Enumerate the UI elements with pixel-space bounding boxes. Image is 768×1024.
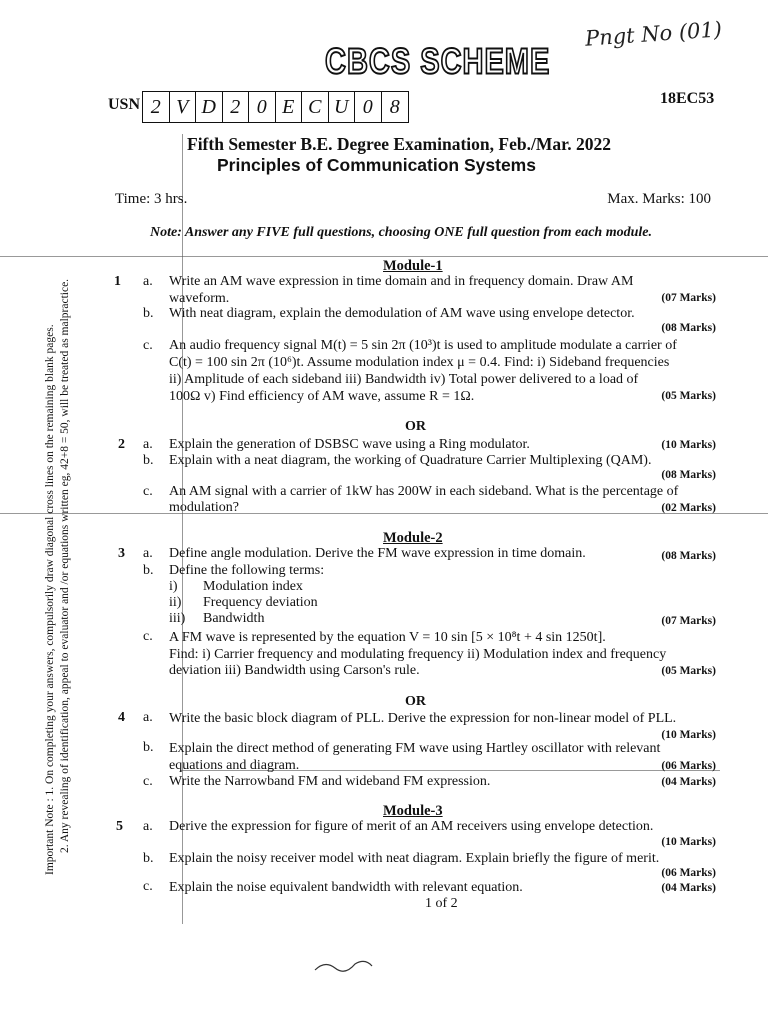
usn-label: USN [108,96,141,113]
q4b-text-2: equations and diagram. [169,758,300,773]
q5b-text-1: Explain the noisy receiver model with neat diagram. Explain briefly the figure of merit. [169,851,660,866]
usn-cell: U [329,92,356,122]
q3b-iii-label: iii) [169,611,186,626]
q1a-text-2: waveform. [169,291,230,306]
q2b-label: b. [143,453,154,468]
q4b-marks: (06 Marks) [661,760,716,772]
usn-cell: 8 [389,95,400,118]
side-note-line-1: Important Note : 1. On completing your answers, compulsorily draw diagonal cross lines on the remaining blank pages. [44,324,56,875]
question-3-number: 3 [118,546,125,561]
q3b-marks: (07 Marks) [661,615,716,627]
side-note-line-2: 2. Any revealing of identification, appeal to evaluator and /or equations written eg, 42+8 = 50, will be treated as malpractice. [59,278,71,853]
or-divider: OR [405,694,426,709]
q4c-marks: (04 Marks) [661,776,716,788]
module-3-heading: Module-3 [383,803,443,819]
q1c-marks: (05 Marks) [661,390,716,402]
q1c-label: c. [143,338,153,353]
scan-line [0,256,768,257]
q1c-text-4: 100Ω v) Find efficiency of AM wave, assume R = 1Ω. [169,389,475,404]
max-marks: Max. Marks: 100 [607,191,711,207]
q4c-text-1: Write the Narrowband FM and wideband FM expression. [169,774,491,789]
q2a-marks: (10 Marks) [661,439,716,451]
q2a-label: a. [143,437,153,452]
q3b-iii-text: Bandwidth [203,611,265,626]
q3c-marks: (05 Marks) [661,665,716,677]
usn-cell: C [302,92,329,122]
usn-cell: V [170,92,197,122]
usn-cell: 2 [143,92,170,122]
question-5-number: 5 [116,819,123,834]
scheme-title: CBCS SCHEME [325,42,551,82]
q3a-label: a. [143,546,153,561]
q2b-text-1: Explain with a neat diagram, the working of Quadrature Carrier Multiplexing (QAM). [169,453,652,468]
module-1-heading: Module-1 [383,258,443,274]
usn-cell: D [196,92,223,122]
margin-line [182,134,183,924]
exam-title: Fifth Semester B.E. Degree Examination, Feb./Mar. 2022 [187,134,611,154]
q1c-text-1: An audio frequency signal M(t) = 5 sin 2π (10³)t is used to amplitude modulate a carrier of [169,338,677,353]
q5a-label: a. [143,819,153,834]
q1c-text-2: C(t) = 100 sin 2π (10⁶)t. Assume modulation index μ = 0.4. Find: i) Sideband frequencies [169,355,670,370]
q1b-text-1: With neat diagram, explain the demodulation of AM wave using envelope detector. [169,306,635,321]
scribble-mark [310,950,380,980]
q1a-text-1: Write an AM wave expression in time domain and in frequency domain. Draw AM [169,274,634,289]
module-2-heading: Module-2 [383,530,443,546]
scan-line [0,513,768,514]
q5c-marks: (04 Marks) [661,882,716,894]
usn-cell: E [276,92,303,122]
q5b-label: b. [143,851,154,866]
q4b-label: b. [143,740,154,755]
q2c-label: c. [143,484,153,499]
page-number: 1 of 2 [425,896,458,911]
subject-title: Principles of Communication Systems [217,155,536,175]
q4c-label: c. [143,774,153,789]
question-1-number: 1 [114,274,121,289]
q5a-marks: (10 Marks) [661,836,716,848]
instruction-note: Note: Answer any FIVE full questions, choosing ONE full question from each module. [150,225,652,240]
side-important-note [43,195,73,875]
q5c-text-1: Explain the noise equivalent bandwidth with relevant equation. [169,880,523,895]
question-4-number: 4 [118,710,125,725]
q4a-text-1: Write the basic block diagram of PLL. Derive the expression for non-linear model of PLL. [169,711,677,726]
q3b-i-label: i) [169,579,178,594]
q3c-text-3: deviation iii) Bandwidth using Carson's rule. [169,663,420,678]
handwritten-page-note: Pngt No (01) [584,17,723,51]
q5b-marks: (06 Marks) [661,867,716,879]
question-2-number: 2 [118,437,125,452]
q3c-text-1: A FM wave is represented by the equation V = 10 sin [5 × 10⁸t + 4 sin 1250t]. [169,630,606,645]
q5a-text-1: Derive the expression for figure of merit of an AM receivers using envelope detection. [169,819,654,834]
q4a-marks: (10 Marks) [661,729,716,741]
q1a-marks: (07 Marks) [661,292,716,304]
q1b-marks: (08 Marks) [661,322,716,334]
q3b-i-text: Modulation index [203,579,303,594]
q2b-marks: (08 Marks) [661,469,716,481]
q3b-text-1: Define the following terms: [169,563,325,578]
q3a-text-1: Define angle modulation. Derive the FM wave expression in time domain. [169,546,586,561]
q3c-label: c. [143,629,153,644]
q1a-label: a. [143,274,153,289]
subject-code: 18EC53 [660,90,715,107]
usn-cell: 0 [355,92,382,122]
or-divider: OR [405,419,426,434]
usn-cell: 2 [223,92,250,122]
q3a-marks: (08 Marks) [661,550,716,562]
q2c-text-1: An AM signal with a carrier of 1kW has 200W in each sideband. What is the percentage of [169,484,679,499]
q5c-label: c. [143,879,153,894]
q4a-label: a. [143,710,153,725]
q2c-marks: (02 Marks) [661,502,716,514]
q1c-text-3: ii) Amplitude of each sideband iii) Bandwidth iv) Total power delivered to a load of [169,372,639,387]
q3c-text-2: Find: i) Carrier frequency and modulating frequency ii) Modulation index and frequency [169,647,667,662]
q4b-text-1: Explain the direct method of generating FM wave using Hartley oscillator with relevant [169,741,661,756]
q2c-text-2: modulation? [169,500,239,515]
usn-boxes [142,91,409,123]
exam-duration: Time: 3 hrs. [115,191,188,207]
q3b-ii-label: ii) [169,595,182,610]
q1b-label: b. [143,306,154,321]
usn-cell: 0 [249,92,276,122]
q2a-text-1: Explain the generation of DSBSC wave using a Ring modulator. [169,437,530,452]
q3b-label: b. [143,563,154,578]
q3b-ii-text: Frequency deviation [203,595,318,610]
